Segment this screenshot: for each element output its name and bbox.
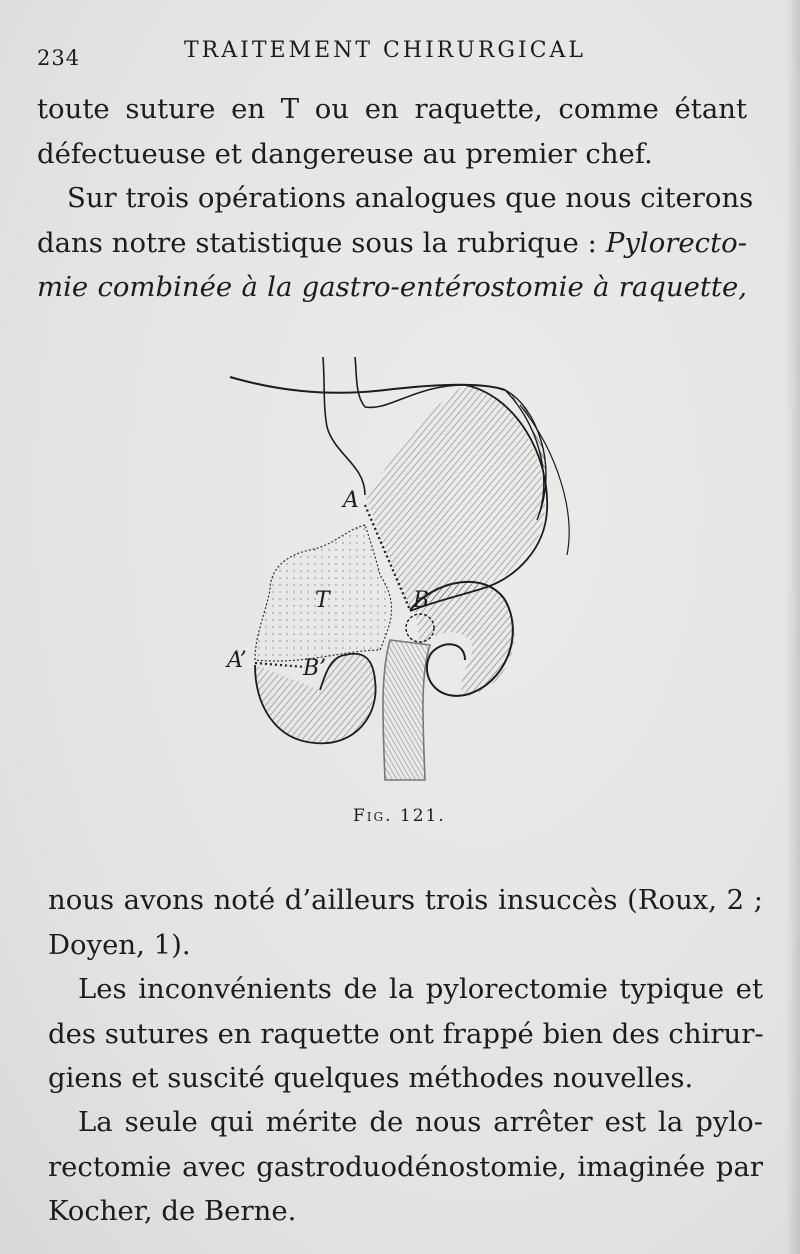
text-line: giens et suscité quelques méthodes nouvelles. (48, 1062, 694, 1094)
text-line: Kocher, de Berne. (48, 1195, 297, 1227)
suture-line-prime (255, 663, 305, 667)
figure-caption: Fig. 121. (353, 806, 446, 826)
label-B-prime: B’ (303, 656, 327, 681)
text-line: La seule qui mérite de nous arrêter est la pylo- (78, 1106, 763, 1138)
label-A: A (343, 488, 359, 513)
jejunum-tube (383, 640, 430, 780)
text-line (37, 221, 747, 266)
page-edge-shadow (786, 0, 800, 1254)
italic-text-span: Pylorecto- (605, 226, 747, 259)
page-number: 234 (37, 46, 81, 70)
text-line: Les inconvénients de la pylorectomie typique et (78, 973, 763, 1005)
text-line (37, 265, 747, 310)
page-header (0, 38, 800, 72)
text-line: Doyen, 1). (48, 928, 191, 961)
label-A-prime: A’ (227, 648, 247, 673)
running-head: TRAITEMENT CHIRURGICAL (184, 38, 587, 63)
stomach-intestine-illustration (215, 345, 585, 785)
text-line: Sur trois opérations analogues que nous citerons (67, 182, 754, 214)
text-line: rectomie avec gastroduodénostomie, imaginée par (48, 1150, 763, 1183)
text-line: nous avons noté d’ailleurs trois insuccès (Roux, 2 ; (48, 884, 763, 916)
text-line: défectueuse et dangereuse au premier chef. (37, 137, 653, 170)
italic-text-span: mie combinée à la gastro-entérostomie à raquette, (37, 271, 747, 303)
text-line: toute suture en T ou en raquette, comme étant (37, 93, 747, 125)
paragraph-3 (48, 878, 763, 967)
anatomical-figure (215, 345, 585, 785)
esophagus-outline (323, 357, 365, 495)
paragraph-5 (48, 1100, 763, 1234)
label-B: B (413, 588, 430, 613)
text-span: dans notre statistique sous la rubrique : (37, 226, 606, 259)
paragraph-1 (37, 87, 747, 176)
label-T: T (315, 588, 330, 613)
paragraph-2 (37, 176, 754, 310)
paragraph-4 (48, 967, 763, 1101)
text-line: des sutures en raquette ont frappé bien des chirur- (48, 1017, 764, 1050)
